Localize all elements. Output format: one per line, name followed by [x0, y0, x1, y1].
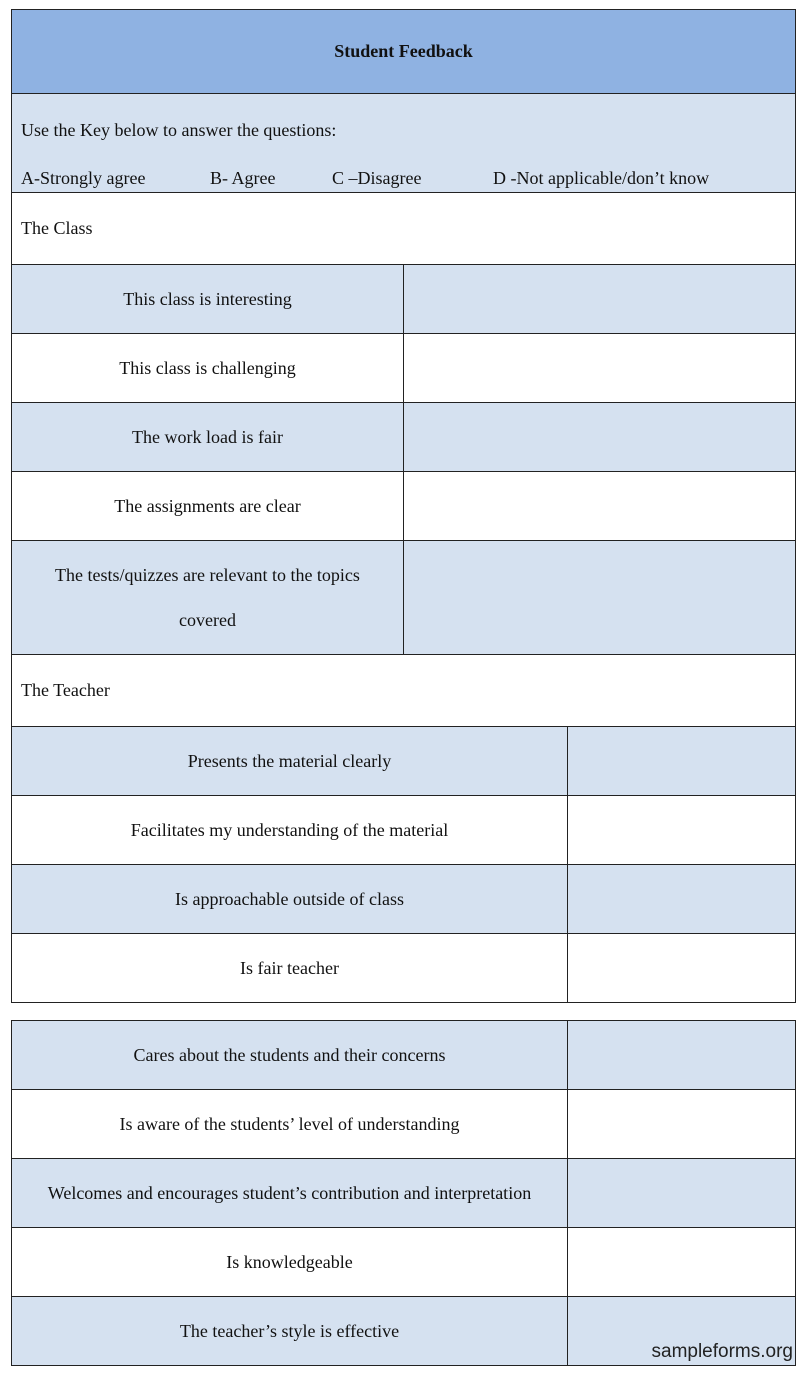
question-row	[12, 1159, 796, 1228]
question-text: Is aware of the students’ level of understanding	[12, 1090, 568, 1159]
question-text: Is knowledgeable	[12, 1228, 568, 1297]
question-row	[12, 934, 796, 1003]
answer-cell[interactable]	[568, 1159, 796, 1228]
key-option-a: A-Strongly agree	[21, 168, 146, 188]
answer-cell[interactable]	[404, 334, 796, 403]
question-text: The teacher’s style is effective	[12, 1297, 568, 1366]
question-text: This class is challenging	[12, 334, 404, 403]
answer-cell[interactable]	[568, 1021, 796, 1090]
answer-cell[interactable]	[404, 541, 796, 655]
answer-cell[interactable]	[568, 796, 796, 865]
answer-cell[interactable]	[568, 727, 796, 796]
answer-cell[interactable]	[568, 1228, 796, 1297]
question-row	[12, 1021, 796, 1090]
question-row	[12, 541, 796, 655]
key-option-d: D -Not applicable/don’t know	[493, 168, 710, 188]
question-text: Is fair teacher	[12, 934, 568, 1003]
watermark: sampleforms.org	[651, 1341, 793, 1362]
feedback-form-table-continued	[11, 1020, 796, 1366]
form-title: Student Feedback	[12, 10, 796, 94]
question-row	[12, 1228, 796, 1297]
question-row	[12, 403, 796, 472]
key-options	[21, 167, 795, 189]
key-option-b: B- Agree	[210, 168, 276, 188]
feedback-form-table	[11, 9, 796, 1003]
question-text: Cares about the students and their concerns	[12, 1021, 568, 1090]
question-text: This class is interesting	[12, 265, 404, 334]
question-text: The assignments are clear	[12, 472, 404, 541]
answer-cell[interactable]	[404, 472, 796, 541]
key-intro-text: Use the Key below to answer the questions:	[21, 120, 337, 140]
answer-cell[interactable]	[568, 1090, 796, 1159]
question-text: The work load is fair	[12, 403, 404, 472]
section-heading-teacher: The Teacher	[12, 655, 796, 727]
question-text: Presents the material clearly	[12, 727, 568, 796]
question-row	[12, 334, 796, 403]
answer-cell[interactable]	[568, 865, 796, 934]
question-text: Facilitates my understanding of the material	[12, 796, 568, 865]
question-text: Welcomes and encourages student’s contribution and interpretation	[12, 1159, 568, 1228]
question-row	[12, 727, 796, 796]
question-row	[12, 472, 796, 541]
answer-key	[12, 94, 796, 193]
section-heading-class: The Class	[12, 193, 796, 265]
answer-cell[interactable]	[404, 403, 796, 472]
question-text: The tests/quizzes are relevant to the topics covered	[12, 541, 404, 655]
key-option-c: C –Disagree	[332, 168, 422, 188]
question-row	[12, 796, 796, 865]
answer-cell[interactable]	[568, 934, 796, 1003]
answer-cell[interactable]	[404, 265, 796, 334]
question-row	[12, 865, 796, 934]
question-text: Is approachable outside of class	[12, 865, 568, 934]
question-row	[12, 265, 796, 334]
question-row	[12, 1090, 796, 1159]
